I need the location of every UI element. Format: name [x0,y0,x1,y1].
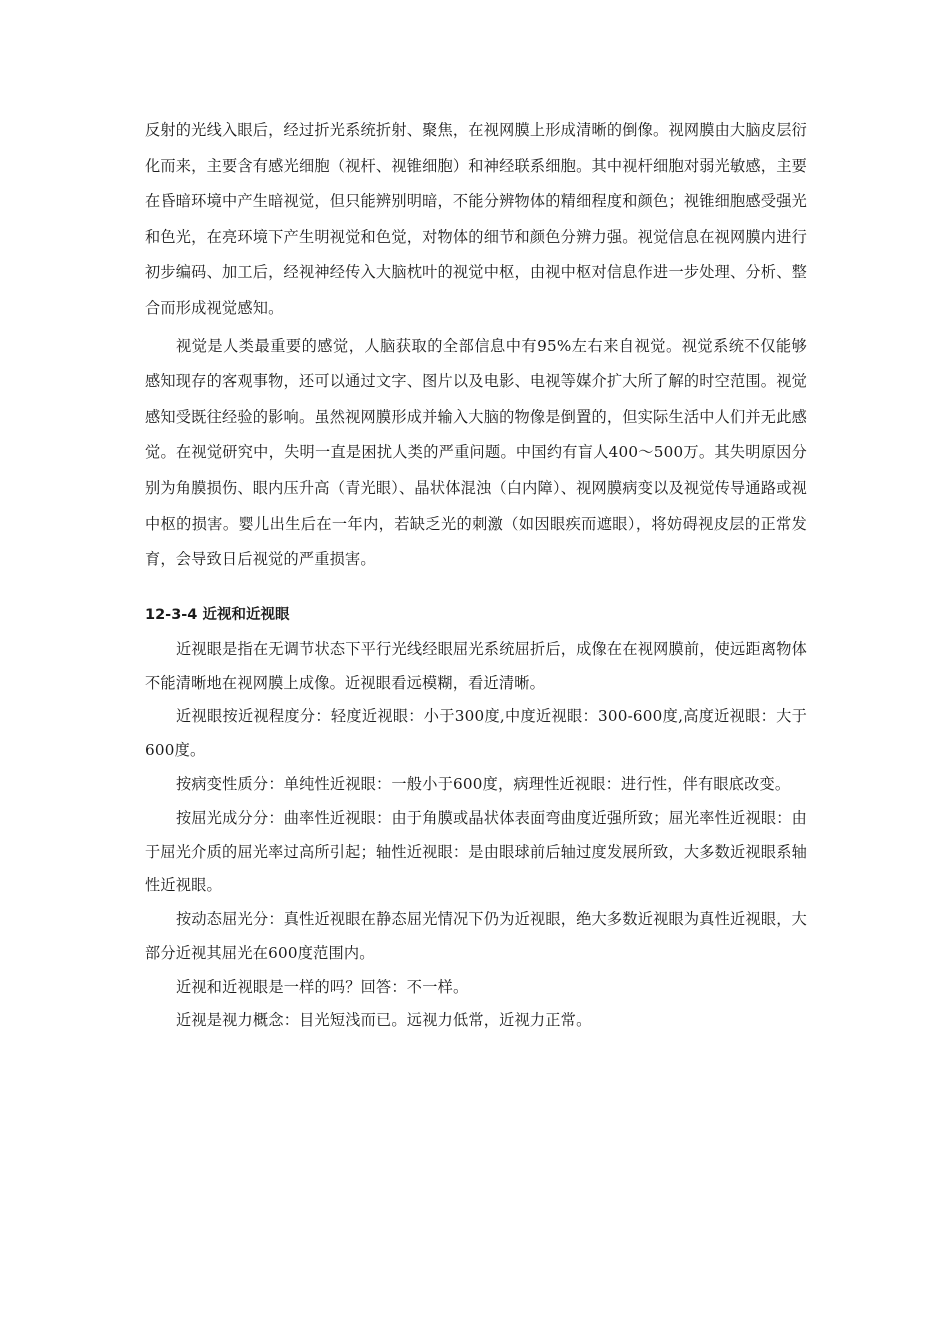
paragraph-myopia-question: 近视和近视眼是一样的吗？回答：不一样。 [176,977,469,996]
section-heading: 12-3-4 近视和近视眼 [145,606,290,623]
paragraph-myopia-definition: 近视眼是指在无调节状态下平行光线经眼屈光系统屈折后，成像在在视网膜前，使远距离物体不能清晰地在视网膜上成像。近视眼看远模糊，看近清晰。 [145,639,807,692]
paragraph-myopia-refraction: 按屈光成分分：曲率性近视眼：由于角膜或晶状体表面弯曲度近强所致；屈光率性近视眼：由于屈光介质的屈光率过高所引起；轴性近视眼：是由眼球前后轴过度发展所致，大多数近视眼系轴性近视眼。 [145,808,807,895]
paragraph-myopia-degree: 近视眼按近视程度分：轻度近视眼：小于300度,中度近视眼：300-600度,高度近视眼：大于600度。 [145,707,807,760]
paragraph-vision-importance: 视觉是人类最重要的感觉，人脑获取的全部信息中有95%左右来自视觉。视觉系统不仅能够感知现存的客观事物，还可以通过文字、图片以及电影、电视等媒介扩大所了解的时空范围。视觉感知受既往经验的影响。虽然视网膜形成并输入大脑的物像是倒置的，但实际生活中人们并无此感觉。在视觉研究中，失明一直是困扰人类的严重问题。中国约有盲人400～500万。其失明原因分别为角膜损伤、眼内压升高（青光眼）、晶状体混浊（白内障）、视网膜病变以及视觉传导通路或视中枢的损害。婴儿出生后在一年内，若缺乏光的刺激（如因眼疾而遮眼），将妨碍视皮层的正常发育，会导致日后视觉的严重损害。 [145,336,807,569]
paragraph-myopia-dynamic: 按动态屈光分：真性近视眼在静态屈光情况下仍为近视眼，绝大多数近视眼为真性近视眼，大部分近视其屈光在600度范围内。 [145,910,807,962]
paragraph-retina: 反射的光线入眼后，经过折光系统折射、聚焦，在视网膜上形成清晰的倒像。视网膜由大脑皮层衍化而来，主要含有感光细胞（视杆、视锥细胞）和神经联系细胞。其中视杆细胞对弱光敏感，主要在昏暗环境中产生暗视觉，但只能辨别明暗，不能分辨物体的精细程度和颜色；视锥细胞感受强光和色光，在亮环境下产生明视觉和色觉，对物体的细节和颜色分辨力强。视觉信息在视网膜内进行初步编码、加工后，经视神经传入大脑枕叶的视觉中枢，由视中枢对信息作进一步处理、分析、整合而形成视觉感知。 [145,121,807,317]
paragraph-myopia-pathology: 按病变性质分：单纯性近视眼：一般小于600度，病理性近视眼：进行性，伴有眼底改变。 [176,774,791,793]
paragraph-myopia-concept: 近视是视力概念：目光短浅而已。远视力低常，近视力正常。 [176,1011,592,1030]
document-body [145,113,807,1038]
